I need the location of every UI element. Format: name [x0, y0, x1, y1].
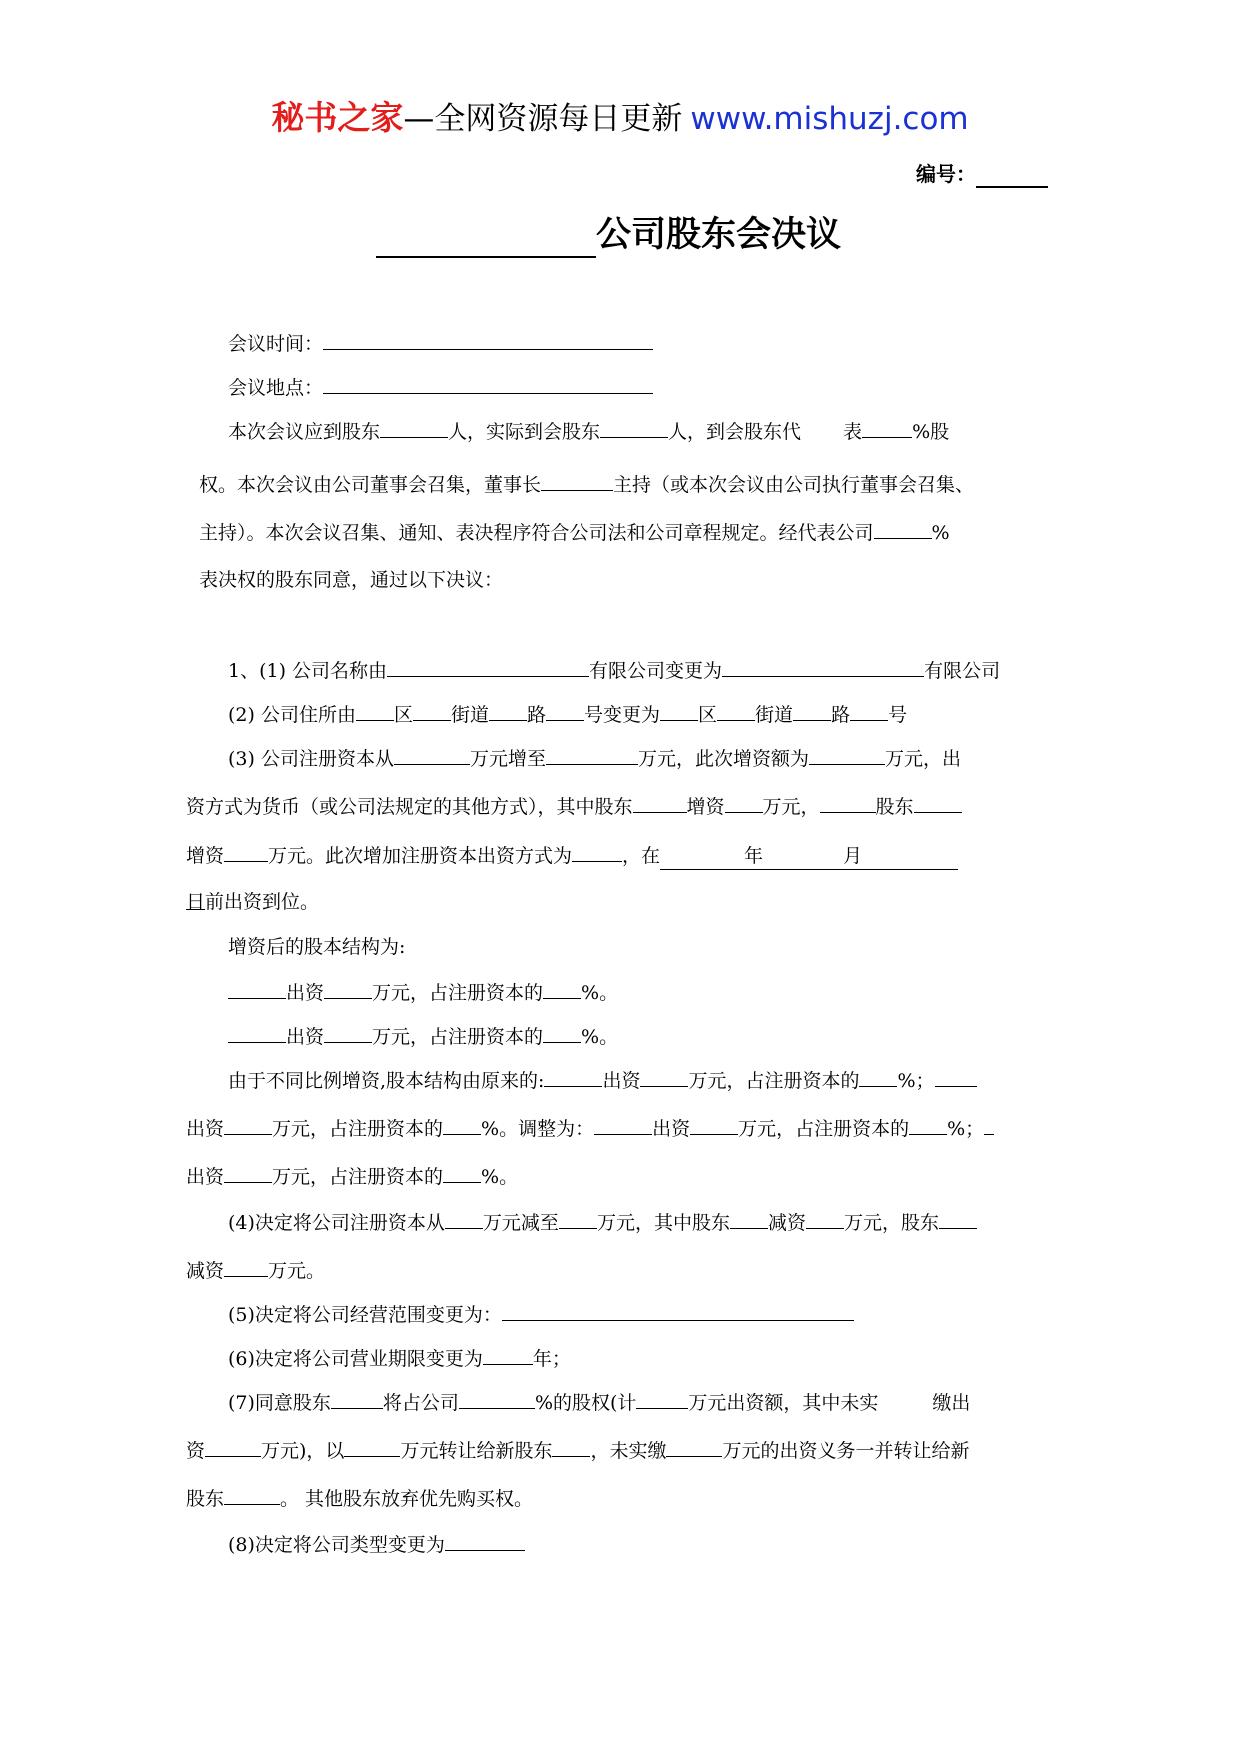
blank	[224, 1256, 268, 1277]
text: 万元，占注册资本的	[272, 1166, 444, 1188]
meeting-time-label: 会议时间：	[228, 333, 324, 355]
blank	[544, 1066, 602, 1087]
diff-line-1	[228, 1066, 977, 1094]
serial-label: 编号：	[916, 162, 976, 186]
text: 万元，占注册资本的	[272, 1118, 444, 1140]
blank	[633, 792, 687, 813]
text: %的股权(计	[534, 1392, 637, 1414]
blank	[730, 1208, 768, 1229]
structure-row-2	[228, 1022, 618, 1050]
blank	[331, 1388, 383, 1409]
text: 有限公司变更为	[589, 660, 723, 682]
text: 增资	[686, 796, 725, 818]
text: (6)决定将公司营业期限变更为	[228, 1348, 483, 1370]
document-title	[376, 212, 841, 258]
structure-row-1	[228, 978, 618, 1006]
blank	[502, 1300, 854, 1321]
brand-slogan: —全网资源每日更新	[403, 101, 683, 137]
clause-7-line-3	[186, 1484, 533, 1512]
blank	[572, 841, 622, 862]
text: (3) 公司注册资本从	[228, 748, 394, 770]
blank	[324, 1022, 372, 1043]
text: 增资	[186, 845, 225, 867]
text: 主持）。本次会议召集、通知、表决程序符合公司法和公司章程规定。经代表公司	[199, 522, 874, 544]
meeting-place-label: 会议地点：	[228, 377, 324, 399]
site-url[interactable]: www.mishuzj.com	[690, 101, 969, 137]
blank	[413, 700, 451, 721]
blank	[809, 744, 885, 765]
blank	[666, 1436, 722, 1457]
text: 万元，其中股东	[596, 1212, 730, 1234]
blank	[640, 1066, 688, 1087]
clause-3-line-4	[186, 889, 319, 915]
text: 万元，占注册资本的	[688, 1070, 860, 1092]
blank	[859, 1066, 897, 1087]
text: 出资	[652, 1118, 691, 1140]
blank	[660, 700, 698, 721]
text: 出资	[186, 1118, 225, 1140]
text: 路	[527, 704, 547, 726]
text: 资	[186, 1440, 206, 1462]
text: 万元。	[268, 1260, 326, 1282]
text: 万元转让给新股东	[400, 1440, 553, 1462]
blank	[594, 1114, 652, 1135]
blank	[387, 656, 589, 677]
text: 主持（或本次会议由公司执行董事会召集、	[613, 474, 975, 496]
blank	[935, 1066, 977, 1087]
serial-blank	[976, 162, 1048, 188]
blank	[552, 1436, 590, 1457]
text: %；	[947, 1118, 985, 1140]
blank	[690, 1114, 738, 1135]
text: (2) 公司住所由	[228, 704, 356, 726]
title-text: 公司股东会决议	[596, 215, 842, 255]
clause-1-line	[228, 656, 1000, 684]
blank	[224, 1484, 280, 1505]
blank	[543, 978, 581, 999]
blank	[850, 700, 888, 721]
text: 年；	[532, 1348, 571, 1370]
blank	[543, 1022, 581, 1043]
text: ，在	[622, 845, 661, 867]
blank	[445, 1208, 483, 1229]
meeting-place-line	[228, 373, 653, 401]
blank	[600, 417, 668, 438]
blank	[820, 792, 876, 813]
text: (5)决定将公司经营范围变更为：	[228, 1304, 502, 1326]
text: %	[931, 522, 950, 544]
blank	[914, 792, 962, 813]
clause-7-line-2	[186, 1436, 969, 1464]
blank	[793, 700, 831, 721]
text: 年	[744, 845, 764, 867]
text: 表决权的股东同意，通过以下决议：	[199, 569, 504, 591]
clause-2-line	[228, 700, 907, 728]
blank	[939, 1208, 977, 1229]
blank	[224, 1162, 272, 1183]
text: 前出资到位。	[205, 891, 320, 913]
clause-4-line-2	[186, 1256, 325, 1284]
blank	[224, 1114, 272, 1135]
blank	[205, 1436, 261, 1457]
text: 万元，此次增资额为	[637, 748, 809, 770]
site-banner	[0, 98, 1240, 139]
text: 万元，占注册资本的	[372, 982, 544, 1004]
blank	[806, 1208, 844, 1229]
text: 万元，占注册资本的	[738, 1118, 910, 1140]
text: %。	[581, 1026, 619, 1048]
text: 万元减至	[482, 1212, 559, 1234]
text: 街道	[755, 704, 794, 726]
text: 权。本次会议由公司董事会召集，董事长	[199, 474, 542, 496]
clause-3-line-2	[186, 792, 962, 820]
clause-3-line-1	[228, 744, 961, 772]
text: 减资	[767, 1212, 806, 1234]
blank	[344, 1436, 400, 1457]
text: 出资	[286, 982, 325, 1004]
text: (4)决定将公司注册资本从	[228, 1212, 445, 1234]
blank	[874, 518, 932, 539]
blank	[636, 1388, 688, 1409]
text: 区	[698, 704, 718, 726]
text: 资方式为货币（或公司法规定的其他方式），其中股东	[186, 796, 633, 818]
text: 日	[186, 891, 206, 913]
company-name-blank	[376, 216, 596, 258]
text: 有限公司	[924, 660, 1001, 682]
structure-title	[228, 934, 405, 960]
text: 万元，股东	[843, 1212, 939, 1234]
text: %。	[481, 1166, 519, 1188]
blank	[483, 1344, 533, 1365]
blank	[459, 1388, 535, 1409]
clause-3-line-3	[186, 841, 958, 870]
text: ，未实缴	[590, 1440, 667, 1462]
diff-line-2	[186, 1114, 994, 1142]
brand-name: 秘书之家	[271, 98, 404, 137]
text: 出资	[602, 1070, 641, 1092]
text: 万元的出资义务一并转让给新	[722, 1440, 970, 1462]
text: %。	[581, 982, 619, 1004]
text: 月	[843, 845, 863, 867]
blank	[862, 417, 912, 438]
text: 表	[843, 421, 863, 443]
text: 股东	[875, 796, 914, 818]
text: 号变更为	[584, 704, 661, 726]
meeting-time-line	[228, 329, 653, 357]
text: 号	[888, 704, 908, 726]
intro-line-2	[199, 470, 974, 498]
blank	[546, 700, 584, 721]
text: 缴出	[932, 1392, 971, 1414]
text: 将占公司	[382, 1392, 459, 1414]
text: 。 其他股东放弃优先购买权。	[280, 1488, 534, 1510]
text: 人，实际到会股东	[448, 421, 601, 443]
clause-5-line	[228, 1300, 854, 1328]
text: %股	[912, 421, 950, 443]
blank	[722, 656, 924, 677]
text: 出资	[186, 1166, 225, 1188]
text: 股东	[186, 1488, 225, 1510]
meeting-place-blank	[323, 373, 653, 394]
blank	[717, 700, 755, 721]
text: 万元，	[762, 796, 820, 818]
clause-4-line-1	[228, 1208, 977, 1236]
text: 减资	[186, 1260, 225, 1282]
blank	[228, 1022, 286, 1043]
text: 万元增至	[469, 748, 546, 770]
text: (7)同意股东	[228, 1392, 331, 1414]
text: 区	[393, 704, 413, 726]
meeting-time-blank	[323, 329, 653, 350]
text: 路	[831, 704, 851, 726]
diff-line-3	[186, 1162, 518, 1190]
blank	[394, 744, 470, 765]
blank	[725, 792, 763, 813]
clause-7-line-1	[228, 1388, 970, 1416]
text: 万元，占注册资本的	[372, 1026, 544, 1048]
text: 1、(1) 公司名称由	[228, 660, 388, 682]
clause-6-line	[228, 1344, 571, 1372]
blank	[559, 1208, 597, 1229]
intro-line-1	[228, 417, 949, 445]
blank	[224, 841, 268, 862]
text: 万元)，以	[261, 1440, 345, 1462]
intro-line-3	[199, 518, 950, 546]
text: 街道	[450, 704, 489, 726]
blank	[380, 417, 448, 438]
text: 万元，出	[885, 748, 962, 770]
serial-number	[916, 160, 1048, 188]
text: %；	[897, 1070, 935, 1092]
text: 增资后的股本结构为:	[228, 936, 406, 958]
text: %。调整为：	[481, 1118, 595, 1140]
blank	[443, 1114, 481, 1135]
blank	[228, 978, 286, 999]
clause-8-line	[228, 1530, 525, 1558]
date-blank	[660, 843, 958, 870]
text: 出资	[286, 1026, 325, 1048]
intro-line-4	[199, 567, 503, 593]
blank	[489, 700, 527, 721]
blank	[909, 1114, 947, 1135]
blank	[541, 470, 613, 491]
blank	[984, 1114, 994, 1135]
text: 本次会议应到股东	[228, 421, 381, 443]
blank	[443, 1162, 481, 1183]
text: 人，到会股东代	[668, 421, 802, 443]
text: 万元。此次增加注册资本出资方式为	[268, 845, 573, 867]
blank	[546, 744, 638, 765]
blank	[445, 1530, 525, 1551]
text: 万元出资额，其中未实	[688, 1392, 879, 1414]
blank	[324, 978, 372, 999]
text: (8)决定将公司类型变更为	[228, 1534, 445, 1556]
text: 由于不同比例增资,股本结构由原来的:	[228, 1070, 545, 1092]
blank	[356, 700, 394, 721]
